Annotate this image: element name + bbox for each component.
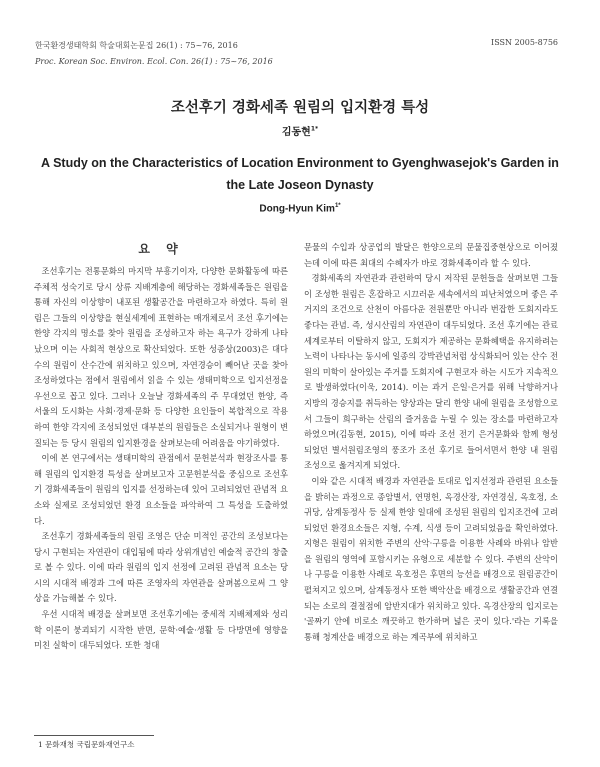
body-paragraph: 이에 본 연구에서는 생태미학의 관점에서 문헌분석과 현장조사를 통해 원림의 입지환경 특성을 살펴보고자 고문헌분석을 중심으로 조선후기 경화세족들이 원림의 입지를 선정하는데 있어 고려되었던 관념적 요소와 실제로 조성되었던 환경 요소들을 파악하여 그 특성을 도출하였다. [34,453,288,526]
author-korean-affiliation-mark: 1* [310,125,319,133]
journal-citation-korean: 한국환경생태학회 학술대회논문집 26(1) : 75~76, 2016 [35,41,238,50]
author-english-affiliation-mark: 1* [334,203,341,209]
body-paragraph: 경화세족의 자연관과 관련하여 당시 저작된 문헌들을 살펴보면 그들이 조성한 원림은 혼잡하고 시끄러운 세속에서의 피난처였으며 좋은 주거지의 조건으로 산천이 아름다운 전원뿐만 아니라 번잡한 도회지라도 좋다는 관념. 즉, 성시산림의 자연관이 대두되었다. 조선 후기에는 관료세계로부터 이탈하지 않고, 도회지가 제공하는 문화혜택을 유지하려는 노력이 나타나는 동시에 일종의 강박관념처럼 상식화되어 있는 산수 전원의 미학이 살아있는 주거를 도회지에 구현코자 하는 시도가 지속적으로 발생하였다(이욱, 2014). 이는 과거 은일·은거를 위해 낙향하거나 지방의 경승지를 취득하는 양상과는 달리 한양 내에 원림을 조성함으로서 그들이 희구하는 산림의 즐거움을 누릴 수 있는 장소를 마련하고자 하였으며(김동현, 2015), 이에 따라 조선 전기 은거문화와 함께 형성되었던 별서원림조영의 풍조가 조선 후기로 들어서면서 한양 내 원림 조성으로 옮겨지게 되었다. [304,273,558,471]
body-paragraph: 조선후기는 전통문화의 마지막 부흥기이자, 다양한 문화활동에 따른 주체적 성숙기로 당시 상류 지배계층에 해당하는 경화세족들은 원림을 통해 자신의 이상향이 내포된 생활공간을 마련하고자 하였다. 특히 원림은 그들의 이상향을 현실세계에 표현하는 매개체로서 조선 후기에는 한양 각지의 명소를 찾아 원림을 조성하고자 하는 욕구가 강하게 나타났으며 이는 사회적 현상으로 확산되었다. 또한 성종상(2003)은 대다수의 원림이 산수간에 위치하고 있으며, 자연경승이 빼어난 곳을 찾아 조성하였다는 점에서 원림에서 읽을 수 있는 생태미학으로 입지선정을 우선으로 꼽고 있다. 그러나 오늘날 경화세족의 주 무대였던 한양, 즉 서울의 도시화는 사회·경제·문화 등 다양한 요인들이 복합적으로 작용하여 한양 각지에 조성되었던 대부분의 원림들은 소실되거나 원형이 변질되는 등 당시 원림의 입지환경을 살펴보는데 어려움을 야기하였다. [34,266,288,448]
body-paragraph: 이와 같은 시대적 배경과 자연관을 토대로 입지선정과 관련된 요소들을 밝히는 과정으로 종암별서, 연명헌, 옥경산장, 자연경실, 옥호정, 소귀당, 삼계동정사 등 실제 한양 일대에 조성된 원림의 입지조건에 고려되었던 환경요소들은 지형, 수계, 식생 등이 고려되었음을 확인하였다. 지형은 원림이 위치한 주변의 산악·구릉을 이용한 사례와 바위나 암반을 원림의 영역에 포함시키는 유형으로 세분할 수 있다. 주변의 산악이나 구릉을 이용한 사례로 옥호정은 후면의 능선을 배경으로 원림공간이 펼쳐지고 있으며, 삼계동정사 또한 백악산을 배경으로 생활공간과 연결되는 소로의 결절점에 암반지대가 위치하고 있다. 옥경산장의 입지로는 '골짜기 안에 비로소 깨끗하고 한가하며 넓은 곳이 있다.'라는 기록을 통해 청계산을 배경으로 하는 계곡부에 위치하고 [304,475,558,642]
journal-header [35,38,273,70]
body-column-right [304,240,558,645]
body-column-left [34,240,288,654]
footnote-affiliation: 1 문화재청 국립문화재연구소 [38,740,135,749]
body-paragraph: 문물의 수입과 상공업의 발달은 한양으로의 문물집중현상으로 이어졌는데 이에 따른 최대의 수혜자가 바로 경화세족이라 할 수 있다. [304,242,558,268]
author-korean-name: 김동현 [281,127,311,138]
footnote-divider [34,735,154,736]
issn-label: ISSN 2005-8756 [491,38,558,47]
abstract-heading: 요 약 [138,242,184,256]
paper-title-korean: 조선후기 경화세족 원림의 입지환경 특성 [170,100,430,116]
body-paragraph: 조선후기 경화세족들의 원림 조영은 단순 미적인 공간의 조성보다는 당시 구현되는 자연관이 대입됨에 따라 상위개념인 예술적 공간의 창출로 볼 수 있다. 이에 따라 원림의 입지 선정에 고려된 관념적 요소는 당시의 시대적 배경과 그에 따른 조영자의 자연관을 살펴봄으로써 그 양상을 가늠해볼 수 있다. [34,531,288,604]
author-korean [0,123,600,138]
body-paragraph: 우선 시대적 배경을 살펴보면 조선후기에는 중세적 지배체제와 성리학 이론이 붕괴되기 시작한 반면, 문학·예술·생활 등 다방면에 영향을 미친 실학이 대두되었다. 또한 청대 [34,609,288,651]
author-english-name: Dong-Hyun Kim [259,203,335,215]
journal-citation-english: Proc. Korean Soc. Environ. Ecol. Con. 26(1) : 75~76, 2016 [35,57,273,66]
paper-title-english: A Study on the Characteristics of Location Environment to Gyenghwasejok's Garden in the Late Joseon Dynasty [41,156,559,192]
author-english [0,203,600,214]
